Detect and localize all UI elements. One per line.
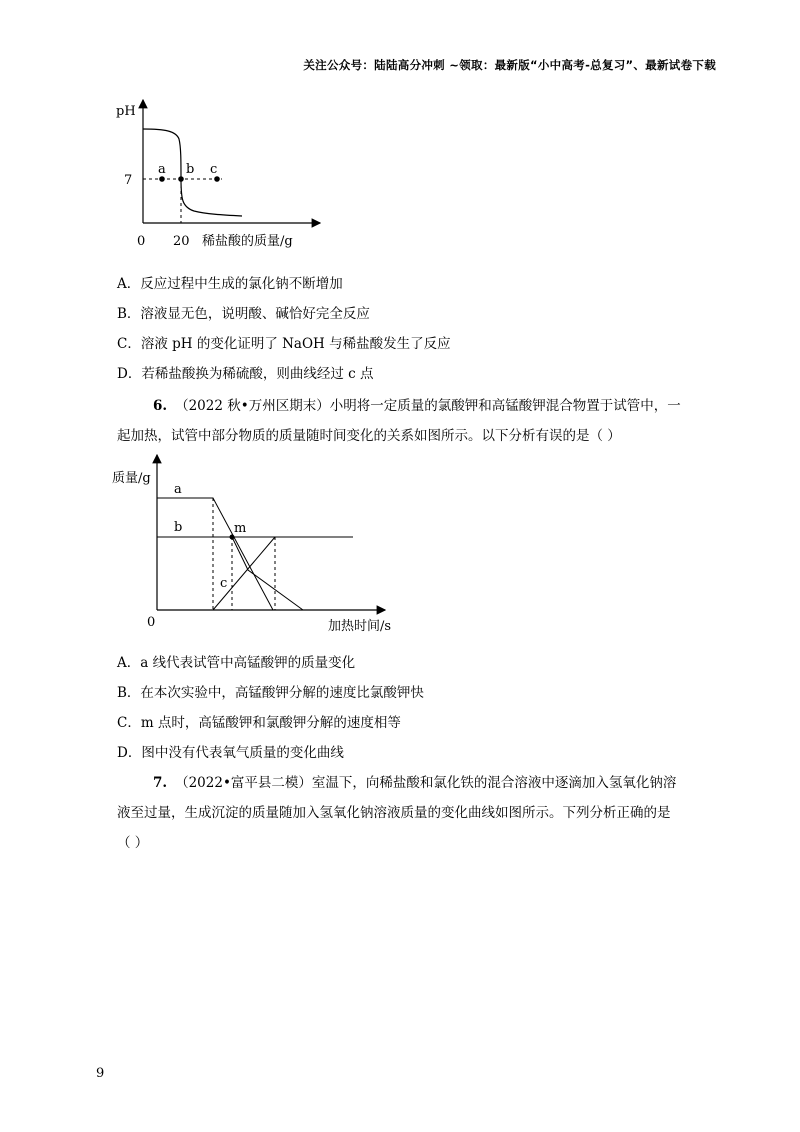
point-b-label: b bbox=[186, 162, 195, 177]
point-a-label: a bbox=[158, 162, 166, 177]
line-c bbox=[213, 537, 275, 610]
page-number: 9 bbox=[96, 1066, 105, 1081]
q5-option-c: C．溶液 pH 的变化证明了 NaOH 与稀盐酸发生了反应 bbox=[117, 336, 451, 352]
mass-y-label: 质量/g bbox=[112, 471, 151, 486]
line-b-label: b bbox=[174, 520, 183, 535]
point-c-label: c bbox=[210, 162, 218, 177]
q7-line-2: 液至过量，生成沉淀的质量随加入氢氧化钠溶液质量的变化曲线如图所示。下列分析正确的是 bbox=[117, 805, 671, 821]
q6-option-d: D．图中没有代表氧气质量的变化曲线 bbox=[117, 745, 344, 761]
q5-option-a: A．反应过程中生成的氯化钠不断增加 bbox=[117, 276, 343, 292]
q6-option-b: B．在本次实验中，高锰酸钾分解的速度比氯酸钾快 bbox=[117, 685, 424, 701]
point-b bbox=[178, 176, 184, 182]
ph-x-label: 稀盐酸的质量/g bbox=[202, 234, 293, 249]
line-c-label: c bbox=[220, 576, 228, 591]
q6-number: 6. bbox=[153, 398, 168, 414]
q6-line-2: 起加热，试管中部分物质的质量随时间变化的关系如图所示。以下分析有误的是（ ） bbox=[117, 428, 621, 444]
mass-x-label: 加热时间/s bbox=[328, 619, 392, 634]
q7-line-3: （ ） bbox=[117, 835, 149, 851]
point-a bbox=[159, 176, 165, 182]
q6-text-1: （2022 秋•万州区期末）小明将一定质量的氯酸钾和高锰酸钾混合物置于试管中，一 bbox=[175, 398, 681, 414]
q5-option-d: D．若稀盐酸换为稀硫酸，则曲线经过 c 点 bbox=[117, 366, 374, 382]
point-c bbox=[214, 176, 220, 182]
ph-chart bbox=[110, 95, 330, 255]
point-m-label: m bbox=[234, 521, 247, 536]
q7-line-1 bbox=[153, 771, 676, 791]
ph-y-tick-7: 7 bbox=[124, 173, 133, 188]
line-a-label: a bbox=[174, 482, 182, 497]
page-header: 关注公众号：陆陆高分冲刺 ~领取：最新版“小中高考-总复习”、最新试卷下载 bbox=[303, 58, 716, 72]
line-a bbox=[157, 498, 273, 610]
q5-option-b: B．溶液显无色，说明酸、碱恰好完全反应 bbox=[117, 306, 370, 322]
mass-origin: 0 bbox=[147, 615, 156, 630]
ph-y-label: pH bbox=[116, 104, 136, 119]
q7-text-1: （2022•富平县二模）室温下，向稀盐酸和氯化铁的混合溶液中逐滴加入氢氧化钠溶 bbox=[175, 775, 677, 791]
ph-x-tick-20: 20 bbox=[173, 234, 190, 249]
q7-number: 7. bbox=[153, 775, 168, 791]
ph-x-tick-0: 0 bbox=[137, 234, 146, 249]
q6-line-1 bbox=[153, 394, 681, 414]
q6-option-c: C．m 点时，高锰酸钾和氯酸钾分解的速度相等 bbox=[117, 715, 401, 731]
mass-chart bbox=[110, 450, 410, 640]
q6-option-a: A．a 线代表试管中高锰酸钾的质量变化 bbox=[117, 655, 356, 671]
